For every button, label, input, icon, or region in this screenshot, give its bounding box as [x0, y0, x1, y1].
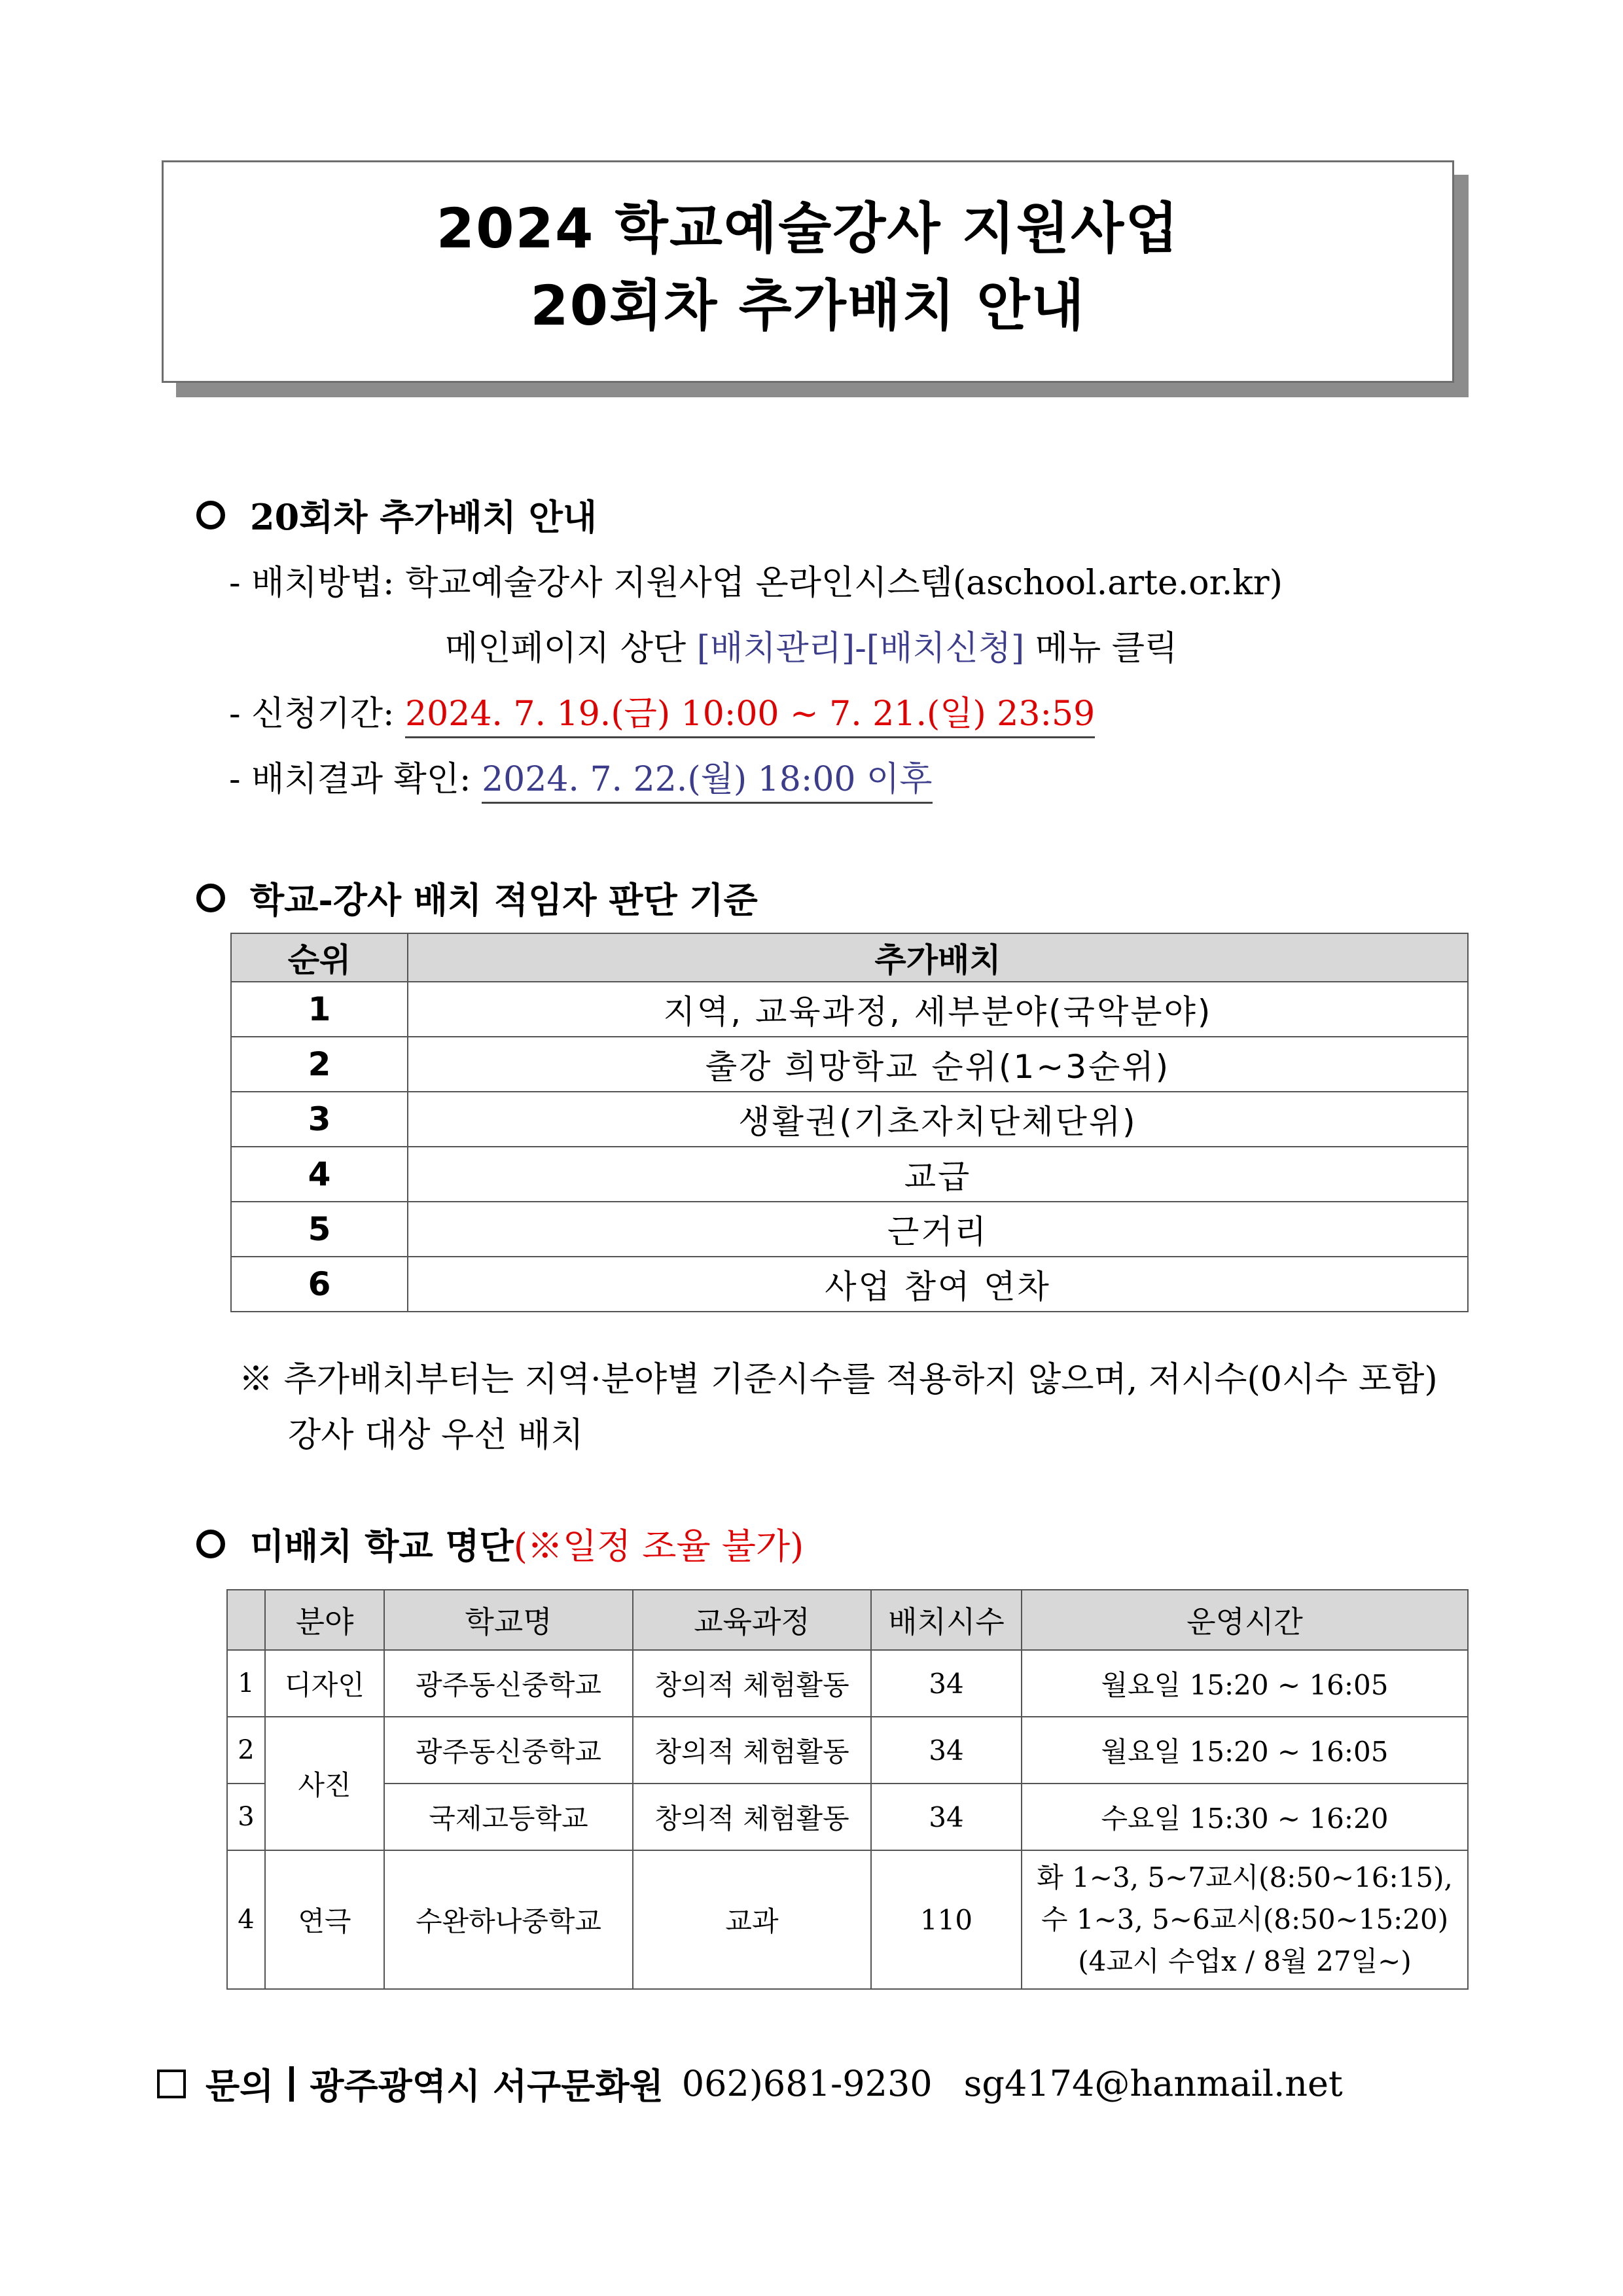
table-row: 1 지역, 교육과정, 세부분야(국악분야) [231, 982, 1468, 1037]
method-line: - 배치방법: 학교예술강사 지원사업 온라인시스템(aschool.arte.or.kr) [229, 564, 1283, 603]
title-line-1: 2024 학교예술강사 지원사업 [436, 196, 1180, 260]
table-row: 2 출강 희망학교 순위(1~3순위) [231, 1037, 1468, 1092]
title-box [162, 160, 1454, 383]
table-row: 6 사업 참여 연차 [231, 1257, 1468, 1312]
title-line-2: 20회차 추가배치 안내 [530, 274, 1086, 338]
circle-bullet-icon [196, 884, 225, 912]
result-line: - 배치결과 확인: 2024. 7. 22.(월) 18:00 이후 [229, 751, 933, 800]
table-row: 5 근거리 [231, 1202, 1468, 1257]
section-1-heading: 20회차 추가배치 안내 [196, 490, 597, 540]
school-table [226, 1589, 1469, 1990]
header-hours: 배치시수 [871, 1590, 1022, 1650]
header-index [227, 1590, 265, 1650]
result-value: 2024. 7. 22.(월) 18:00 이후 [482, 760, 932, 804]
square-bullet-icon [157, 2070, 186, 2098]
table-row: 2 사진 광주동신중학교 창의적 체험활동 34 월요일 15:20 ~ 16:05 [227, 1717, 1468, 1784]
method-line-2: 메인페이지 상단 [배치관리]-[배치신청] 메뉴 클릭 [445, 629, 1178, 668]
note-line-1: ※ 추가배치부터는 지역·분야별 기준시수를 적용하지 않으며, 저시수(0시수 포함) [239, 1360, 1438, 1399]
table-row: 3 국제고등학교 창의적 체험활동 34 수요일 15:30 ~ 16:20 [227, 1784, 1468, 1850]
table-header-row [231, 933, 1468, 982]
header-school: 학교명 [384, 1590, 633, 1650]
divider [289, 2066, 294, 2102]
header-course: 교육과정 [633, 1590, 871, 1650]
time-multiline: 화 1~3, 5~7교시(8:50~16:15), 수 1~3, 5~6교시(8:50~15:20) (4교시 수업x / 8월 27일~) [1022, 1850, 1468, 1989]
table-header-row [227, 1590, 1468, 1650]
header-field: 분야 [265, 1590, 384, 1650]
menu-path: [배치관리]-[배치신청] [696, 629, 1025, 668]
contact-email: sg4174@hanmail.net [963, 2063, 1343, 2104]
table-row: 4 교급 [231, 1147, 1468, 1202]
table-row: 4 연극 수완하나중학교 교과 110 화 1~3, 5~7교시(8:50~16:15), 수 1~3, 5~6교시(8:50~15:20) (4교시 수업x / 8월 27일~) [227, 1850, 1468, 1989]
table-row: 1 디자인 광주동신중학교 창의적 체험활동 34 월요일 15:20 ~ 16:05 [227, 1650, 1468, 1717]
circle-bullet-icon [196, 1530, 225, 1558]
heading-note: (※일정 조율 불가) [513, 1526, 804, 1567]
period-value: 2024. 7. 19.(금) 10:00 ~ 7. 21.(일) 23:59 [405, 694, 1095, 738]
section-2-heading: 학교-강사 배치 적임자 판단 기준 [196, 872, 758, 923]
contact-line [157, 2058, 1343, 2109]
circle-bullet-icon [196, 501, 225, 529]
contact-label: 문의 [205, 2065, 274, 2107]
criteria-table [230, 933, 1469, 1312]
header-rank: 순위 [231, 933, 408, 982]
contact-phone: 062)681-9230 [681, 2063, 933, 2104]
header-time: 운영시간 [1022, 1590, 1468, 1650]
note-line-2: 강사 대상 우선 배치 [288, 1416, 584, 1455]
section-3-heading: 미배치 학교 명단 (※일정 조율 불가) [196, 1518, 804, 1569]
period-line: - 신청기간: 2024. 7. 19.(금) 10:00 ~ 7. 21.(일) 23:59 [229, 686, 1095, 735]
header-criterion: 추가배치 [408, 933, 1468, 982]
table-row: 3 생활권(기초자치단체단위) [231, 1092, 1468, 1147]
contact-org: 광주광역시 서구문화원 [310, 2065, 664, 2107]
